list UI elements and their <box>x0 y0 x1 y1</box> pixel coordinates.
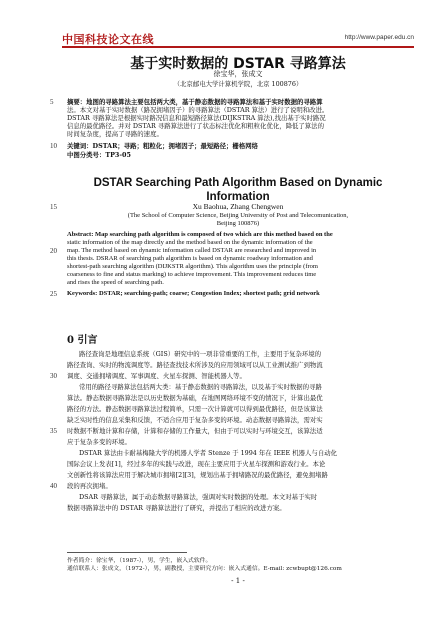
line-number: 35 <box>50 427 57 435</box>
authors-en: Xu Baohua, Zhang Chengwen <box>192 202 284 211</box>
line-number: 5 <box>50 98 54 106</box>
intro-line: 常用的路径寻路算法包括两大类：基于静态数据的寻路算法，以及基于实时数据的寻路 <box>79 383 322 391</box>
abstract-en-line: coarseness to fine and status marking) to achieve improvement. This improvement reduces time <box>67 271 317 278</box>
intro-line: DSTAR 算法由卡耐基梅隆大学的机器人学者 Stenze 于 1994 年在 IEEE 机器人与自动化 <box>79 449 337 457</box>
intro-line: 段的再次拥堵。 <box>67 482 112 490</box>
title-en-line: Information <box>206 191 270 203</box>
intro-line: 缺乏实时性的信息采集和反馈，不适合应用于复杂多变的环境。动态数据寻路算法，需对实 <box>67 416 323 424</box>
paper-title-en <box>62 176 414 204</box>
abstract-cn-line: 信息的最优路径。并对 DSTAR 寻路算法进行了状态标注优化和粗粒化优化，降低了算法的 <box>67 122 324 130</box>
intro-line: 路径的方法。静态数据寻路算法过程简单，只需一次计算就可以得到最优路径，但是该算法 <box>67 405 323 413</box>
site-url[interactable]: http://www.paper.edu.cn <box>344 34 414 41</box>
line-number: 15 <box>50 203 57 211</box>
abstract-en-line: this thesis. DSRAR of searching path algorithm is based on dynamic roadway information and <box>67 255 313 262</box>
line-number: 10 <box>50 142 57 150</box>
affiliation-cn: （北京邮电大学计算机学院，北京 100876） <box>173 80 303 88</box>
abstract-en-line: map. The method based on dynamic information called DSTAR are researched and improved in <box>67 247 317 254</box>
paper-title-cn: 基于实时数据的 DSTAR 寻路算法 <box>130 56 346 72</box>
header-rule <box>62 46 414 48</box>
intro-line: 时数据不断地计算和存储，计算和存储的工作量大，但由于可以实时与环境交互，该算法适 <box>67 427 323 435</box>
intro-line: 文创新性将该算法应用于解决城市拥堵[2][3]，规划出基于拥堵路况的最优路径，避免拥堵路 <box>67 471 328 479</box>
intro-line: 路径查询、实时的物流调度等。路径查找技术所涉及的应用领域可以从工业测试推广到物流 <box>67 361 323 369</box>
authors-cn: 徐宝华，张成文 <box>213 70 263 78</box>
line-number: 20 <box>50 247 57 255</box>
affiliation-en-line: Beijing 100876) <box>216 220 260 227</box>
intro-line: 国际会议上发表[1]，经过多年的实践与改进，现在主要应用于火星车探测和游戏行业。本论 <box>67 460 326 468</box>
section-heading: 0 引言 <box>67 335 98 346</box>
abstract-cn-line: 摘要：地图的寻路算法主要包括两大类，基于静态数据的寻路算法和基于实时数据的寻路算 <box>67 98 323 106</box>
title-en-line: DSTAR Searching Path Algorithm Based on Dynamic <box>93 177 383 189</box>
keywords-cn: 关键词：DSTAR；寻路；粗粒化；拥堵因子；最短路径；栅格网络 <box>67 142 258 150</box>
abstract-cn-line: DSTAR 寻路算法是根据实时路况信息和最短路径算法(DIJKSTRA 算法),找出基于实时路况 <box>67 114 326 122</box>
page-header <box>62 0 414 46</box>
abstract-en-line: and rises the speed of searching path. <box>67 279 164 286</box>
intro-line: 算法。静态数据寻路算法是以历史数据为基础，在地图网络环境不变的情况下，计算出最优 <box>67 394 323 402</box>
line-number: 30 <box>50 372 57 380</box>
abstract-en-line: Abstract: Map searching path algorithm is composed of two which are this method based on the <box>67 231 333 238</box>
intro-line: 应于复杂多变的环境。 <box>67 438 131 446</box>
intro-line: 路径查询是地理信息系统（GIS）研究中的一项非常重要的工作，主要用于复杂环境的 <box>79 350 322 358</box>
intro-line: DSAR 寻路算法，属于动态数据寻路算法，强调对实时数据的处理。本文对基于实时 <box>79 493 318 501</box>
intro-line: 数据寻路算法中的 DSTAR 寻路算法进行了研究，并提出了相应的改进方案。 <box>67 504 286 512</box>
keywords-en: Keywords: DSTAR; searching-path; coarse; Congestion Index; shortest path; grid network <box>67 290 320 297</box>
footnote-contact: 通信联系人：张成文，（1972-），男，副教授，主要研究方向：嵌入式通信。E-mail: zcwbupt@126.com <box>67 566 342 572</box>
footnote-author: 作者简介：徐宝华，（1987-），男，学生，嵌入式软件。 <box>67 558 212 564</box>
abstract-en-line: shortest-path searching algorithm (DIJKSTR algorithm). This algorithm uses the principle (from <box>67 263 318 270</box>
line-number: 25 <box>50 290 57 298</box>
abstract-cn-line: 法。本文对基于实时数据（路况拥堵因子）的寻路算法（DSTAR 算法）进行了说明和改进。 <box>67 106 329 114</box>
abstract-en-line: static information of the map directly and the method based on the dynamic information of the <box>67 239 313 246</box>
footnote-rule <box>67 552 187 553</box>
abstract-cn-line: 时间复杂度，提高了寻路的速度。 <box>67 130 163 138</box>
affiliation-en-line: (The School of Computer Science, Beijing University of Post and Telecomunication, <box>127 212 349 219</box>
page-number: - 1 - <box>231 577 245 585</box>
clc-number: 中图分类号：TP3-05 <box>67 151 131 159</box>
site-logo: 中国科技论文在线 <box>62 33 154 46</box>
line-number: 40 <box>50 482 57 490</box>
intro-line: 调度、交通拥堵调度、军事调度、火星车探测、智能机器人等。 <box>67 372 246 380</box>
